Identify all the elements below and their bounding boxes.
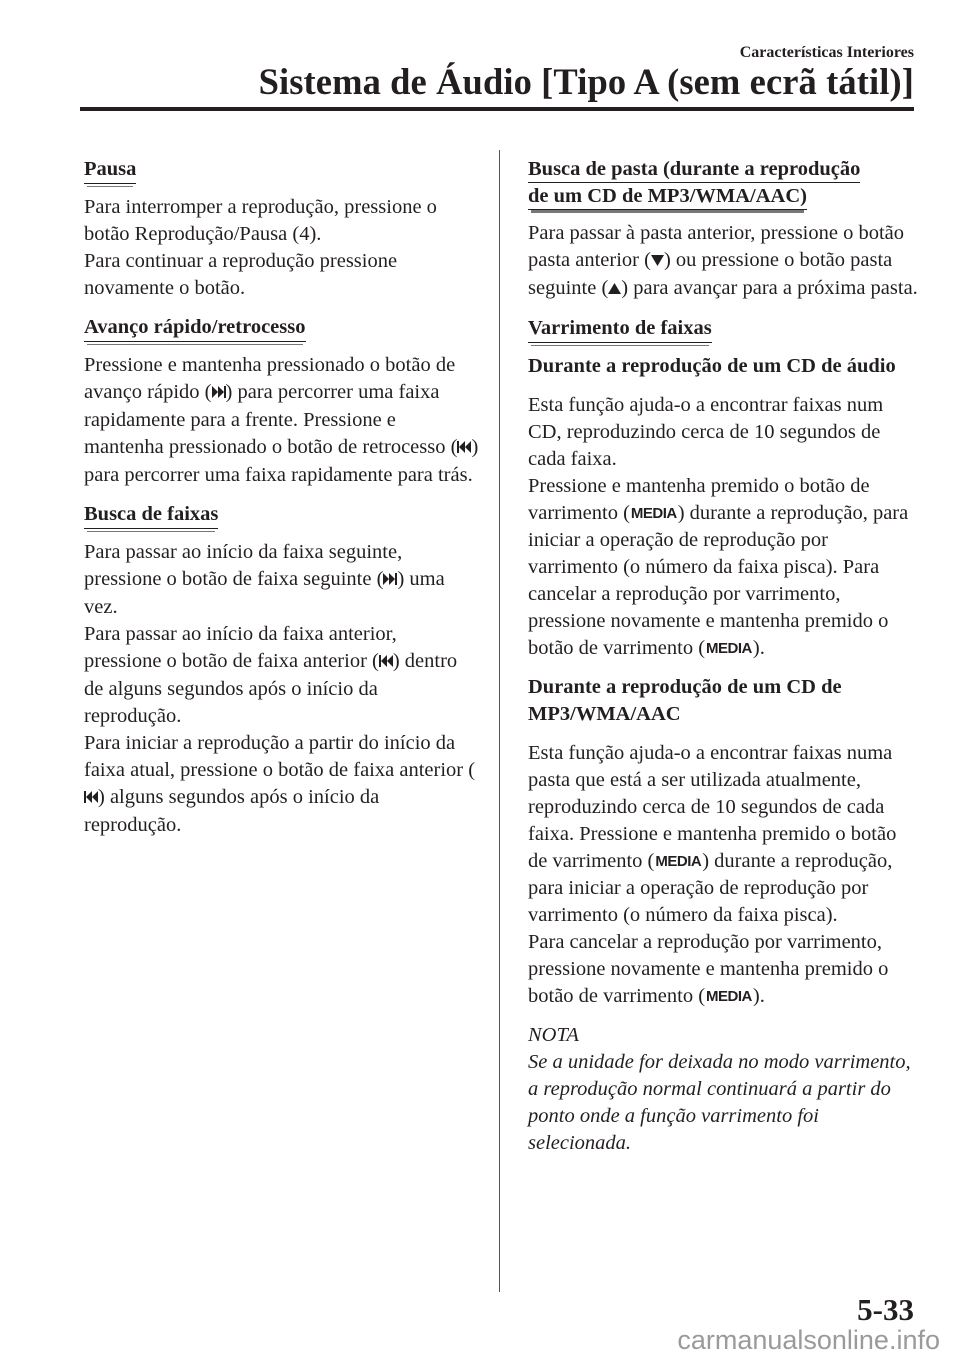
- page-title: Sistema de Áudio [Tipo A (sem ecrã tátil)]: [258, 61, 914, 102]
- varrimento-cd-paragraph-1: Esta função ajuda-o a encontrar faixas num CD, reproduzindo cerca de 10 segundos de cada faixa.: [528, 394, 884, 470]
- header-category: Características Interiores: [739, 44, 914, 61]
- varrimento-mp3-text-b: ) durante a reprodução, para iniciar a operação de reprodução por varrimento (o número da faixa pisca).: [528, 850, 893, 926]
- previous-track-icon: [379, 649, 393, 676]
- section-title-avanco: Avanço rápido/retrocesso: [84, 314, 306, 342]
- avanco-text-1: Pressione e mantenha pressionado o botão de avanço rápido (: [84, 354, 456, 403]
- busca-text-c1: Para iniciar a reprodução a partir do início da faixa atual, pressione o botão de faixa anterior (: [84, 732, 476, 781]
- header-rule: [80, 107, 914, 111]
- fast-forward-icon: [212, 380, 226, 407]
- section-title-pausa: Pausa: [84, 156, 136, 184]
- busca-text-b1: Para passar ao início da faixa anterior, pressione o botão de faixa anterior (: [84, 623, 397, 672]
- section-busca-pasta: [528, 156, 918, 303]
- media-button-icon: MEDIA: [630, 505, 677, 522]
- media-button-icon: MEDIA: [706, 988, 752, 1005]
- busca-paragraph-b: [84, 621, 479, 730]
- section-title-varrimento: Varrimento de faixas: [528, 315, 712, 343]
- column-divider: [499, 150, 500, 1292]
- section-busca-faixas: [84, 501, 479, 839]
- subtitle-mp3-cd: Durante a reprodução de um CD de MP3/WMA/AAC: [528, 676, 842, 725]
- busca-paragraph: [84, 539, 479, 621]
- folder-up-icon: [608, 276, 621, 303]
- section-title-pasta-line-2: de um CD de MP3/WMA/AAC): [528, 183, 807, 210]
- varrimento-mp3-text-d: ).: [752, 985, 765, 1007]
- busca-text-b2: ) dentro de alguns segundos após o início da reprodução.: [84, 650, 458, 727]
- busca-paragraph-c: [84, 730, 479, 839]
- section-title-busca: Busca de faixas: [84, 501, 218, 529]
- pasta-paragraph: [528, 220, 918, 303]
- varrimento-cd-paragraph-2: [528, 473, 918, 662]
- left-column: [84, 156, 479, 851]
- varrimento-cd-text-b: ) durante a reprodução, para iniciar a operação de reprodução por varrimento (o número da faixa pisca). Para cancelar a reprodução por varrimento, pressione novamente e mantenha premido o botão de varrimento (: [528, 502, 909, 659]
- avanco-paragraph: [84, 352, 479, 489]
- busca-text-c2: ) alguns segundos após o início da reprodução.: [84, 786, 380, 836]
- pasta-text-1: Para passar à pasta anterior, pressione o botão pasta anterior (: [528, 222, 905, 271]
- section-title-pasta: [528, 156, 918, 210]
- nota-label: NOTA: [528, 1024, 579, 1046]
- nota-block: [528, 1022, 918, 1157]
- watermark: carmanualsonline.info: [677, 1325, 940, 1355]
- avanco-text-3: ) para percorrer uma faixa rapidamente para trás.: [84, 436, 479, 486]
- media-button-icon: MEDIA: [706, 640, 752, 657]
- varrimento-mp3-paragraph-2: [528, 929, 918, 1010]
- pausa-paragraph-2: Para continuar a reprodução pressione novamente o botão.: [84, 250, 398, 299]
- varrimento-mp3-paragraph-1: [528, 740, 918, 929]
- varrimento-cd-text-c: ).: [752, 637, 765, 659]
- next-track-icon: [383, 567, 397, 594]
- pasta-text-2: ) ou pressione o botão pasta seguinte (: [528, 249, 893, 299]
- varrimento-mp3-text-a: Esta função ajuda-o a encontrar faixas numa pasta que está a ser utilizada atualmente, reproduzindo cerca de 10 segundos de cada faixa. Pressione e mantenha premido o botão de varrimento (: [528, 742, 897, 872]
- previous-track-icon: [84, 785, 98, 812]
- section-title-pasta-line-1: Busca de pasta (durante a reprodução: [528, 156, 860, 183]
- busca-text-a2: ) uma vez.: [84, 568, 445, 618]
- varrimento-cd-text-a: Pressione e mantenha premido o botão de varrimento (: [528, 475, 870, 524]
- media-button-icon: MEDIA: [655, 853, 702, 870]
- pausa-paragraph-1: Para interromper a reprodução, pressione o botão Reprodução/Pausa (4).: [84, 196, 437, 245]
- rewind-icon: [457, 435, 471, 462]
- right-column: [528, 156, 918, 1157]
- nota-text: Se a unidade for deixada no modo varrimento, a reprodução normal continuará a partir do ponto onde a função varrimento foi selecionada.: [528, 1051, 911, 1154]
- folder-down-icon: [651, 248, 664, 275]
- busca-text-a1: Para passar ao início da faixa seguinte, pressione o botão de faixa seguinte (: [84, 541, 403, 590]
- pasta-text-3: ) para avançar para a próxima pasta.: [621, 277, 918, 299]
- section-pausa: [84, 156, 479, 302]
- avanco-text-2: ) para percorrer uma faixa rapidamente para a frente. Pressione e mantenha pressionado o botão de retrocesso (: [84, 381, 458, 458]
- varrimento-mp3-text-c: Para cancelar a reprodução por varrimento, pressione novamente e mantenha premido o botão de varrimento (: [528, 931, 889, 1007]
- subtitle-audio-cd: Durante a reprodução de um CD de áudio: [528, 355, 896, 377]
- section-avanco: [84, 314, 479, 489]
- page-number: 5-33: [857, 1292, 914, 1327]
- section-varrimento: [528, 315, 918, 1010]
